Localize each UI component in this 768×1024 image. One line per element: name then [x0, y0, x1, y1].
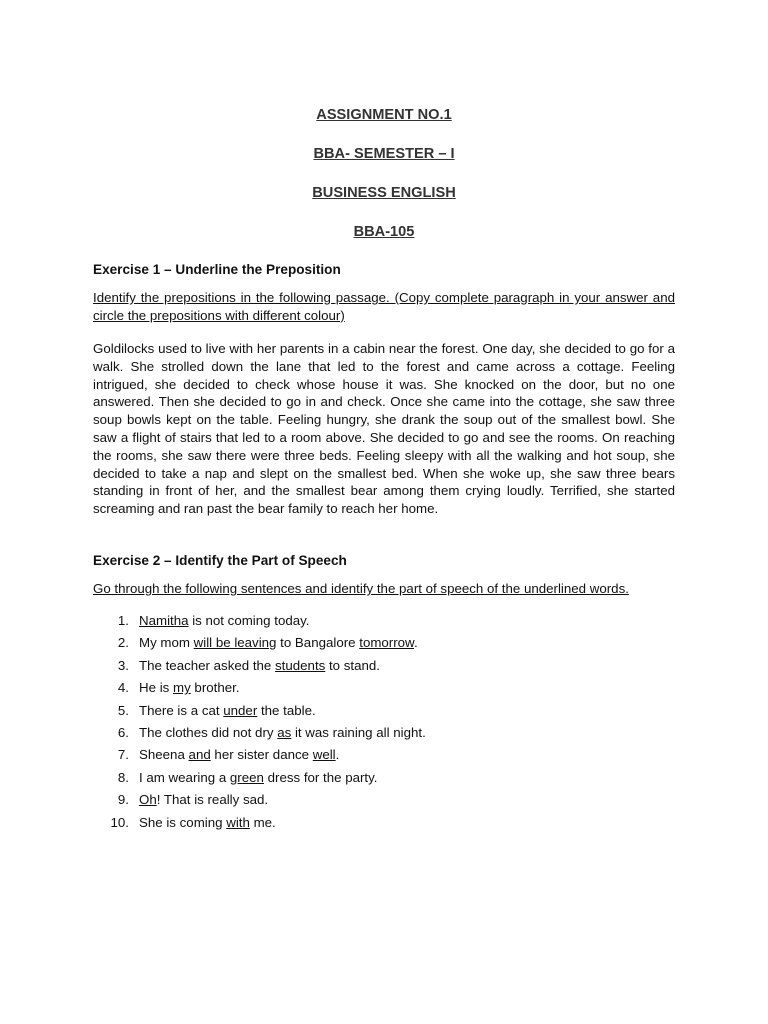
list-item: [93, 724, 675, 746]
list-item: [93, 612, 675, 634]
list-item: [93, 746, 675, 768]
list-item: [93, 634, 675, 656]
list-item-number: 2.: [117, 635, 129, 651]
course-code-heading: BBA-105: [353, 224, 415, 240]
sentence-text: dress for the party.: [263, 769, 378, 785]
list-item-number: 9.: [117, 792, 129, 808]
sentence-text: me.: [249, 814, 276, 830]
list-item-number: 3.: [117, 657, 129, 673]
list-item: [93, 791, 675, 813]
underlined-word: will be leaving: [193, 635, 277, 651]
underlined-word: and: [188, 747, 211, 763]
list-item: [93, 814, 675, 836]
sentence-text: My mom: [139, 635, 194, 651]
sentence-text: He is: [139, 680, 173, 696]
underlined-word: Namitha: [139, 613, 189, 628]
sentence-text: is not coming today.: [188, 613, 310, 628]
underlined-word: well: [312, 747, 336, 763]
list-item: [93, 769, 675, 791]
list-item-number: 1.: [117, 613, 129, 628]
sentence-text: She is coming: [139, 814, 227, 830]
sentence-text: Sheena: [139, 747, 189, 763]
list-item: [93, 679, 675, 701]
list-item: [93, 702, 675, 724]
semester-heading: BBA- SEMESTER – I: [313, 146, 455, 162]
underlined-word: students: [275, 657, 326, 673]
exercise1-passage: Goldilocks used to live with her parents in a cabin near the forest. One day, she decided to go for a walk. She strolled down the lane that led to the forest and came across a cottage. Feeling intrigued, she decided to check whose house it was. She knocked on the door, but no one answered. Then she decided to go in and check. Once she came into the cottage, she saw three soup bowls kept on the table. Feeling hungry, she drank the soup out of the smallest bowl. She saw a flight of stairs that led to a room above. She decided to go and see the rooms. On reaching the rooms, she saw there were three beds. Feeling sleepy with all the walking and hot soup, she decided to take a nap and slept on the smallest bed. When she woke up, she saw three bears standing in front of her, and the smallest bear among them crying loudly. Terrified, she started screaming and ran past the bear family to reach her home.: [93, 341, 675, 517]
sentence-text: her sister dance: [210, 747, 313, 763]
list-item-number: 10.: [110, 814, 129, 830]
sentence-text: it was raining all night.: [291, 724, 426, 740]
sentence-text: There is a cat: [139, 702, 224, 718]
underlined-word: under: [223, 702, 258, 718]
sentence-text: I am wearing a: [139, 769, 230, 785]
list-item: [93, 657, 675, 679]
list-item-number: 6.: [117, 724, 129, 740]
exercise2-title: Exercise 2 – Identify the Part of Speech: [93, 553, 347, 568]
sentence-text: ! That is really sad.: [156, 792, 269, 808]
underlined-word: Oh: [139, 792, 157, 808]
sentence-text: .: [335, 747, 340, 763]
underlined-word: tomorrow: [359, 635, 414, 651]
exercise1-instruction: Identify the prepositions in the following passage. (Copy complete paragraph in your answer and circle the prepositions with different colour): [93, 290, 675, 323]
sentence-text: brother.: [190, 680, 240, 696]
assignment-heading: ASSIGNMENT NO.1: [316, 107, 452, 123]
sentence-text: to stand.: [325, 657, 380, 673]
subject-heading: BUSINESS ENGLISH: [312, 185, 456, 201]
sentence-text: The clothes did not dry: [139, 724, 278, 740]
sentence-text: The teacher asked the: [139, 657, 276, 673]
list-item-number: 8.: [117, 769, 129, 785]
sentence-text: .: [413, 635, 418, 651]
sentence-text: the table.: [257, 702, 316, 718]
underlined-word: green: [229, 769, 264, 785]
list-item-number: 7.: [117, 747, 129, 763]
underlined-word: my: [173, 680, 191, 696]
list-item-number: 4.: [117, 680, 129, 696]
exercise2-instruction: Go through the following sentences and identify the part of speech of the underlined words.: [93, 581, 629, 596]
sentence-text: to Bangalore: [276, 635, 360, 651]
exercise2-question-list: [93, 612, 675, 836]
underlined-word: as: [277, 724, 292, 740]
exercise1-title: Exercise 1 – Underline the Preposition: [93, 262, 341, 277]
underlined-word: with: [226, 814, 250, 830]
list-item-number: 5.: [117, 702, 129, 718]
